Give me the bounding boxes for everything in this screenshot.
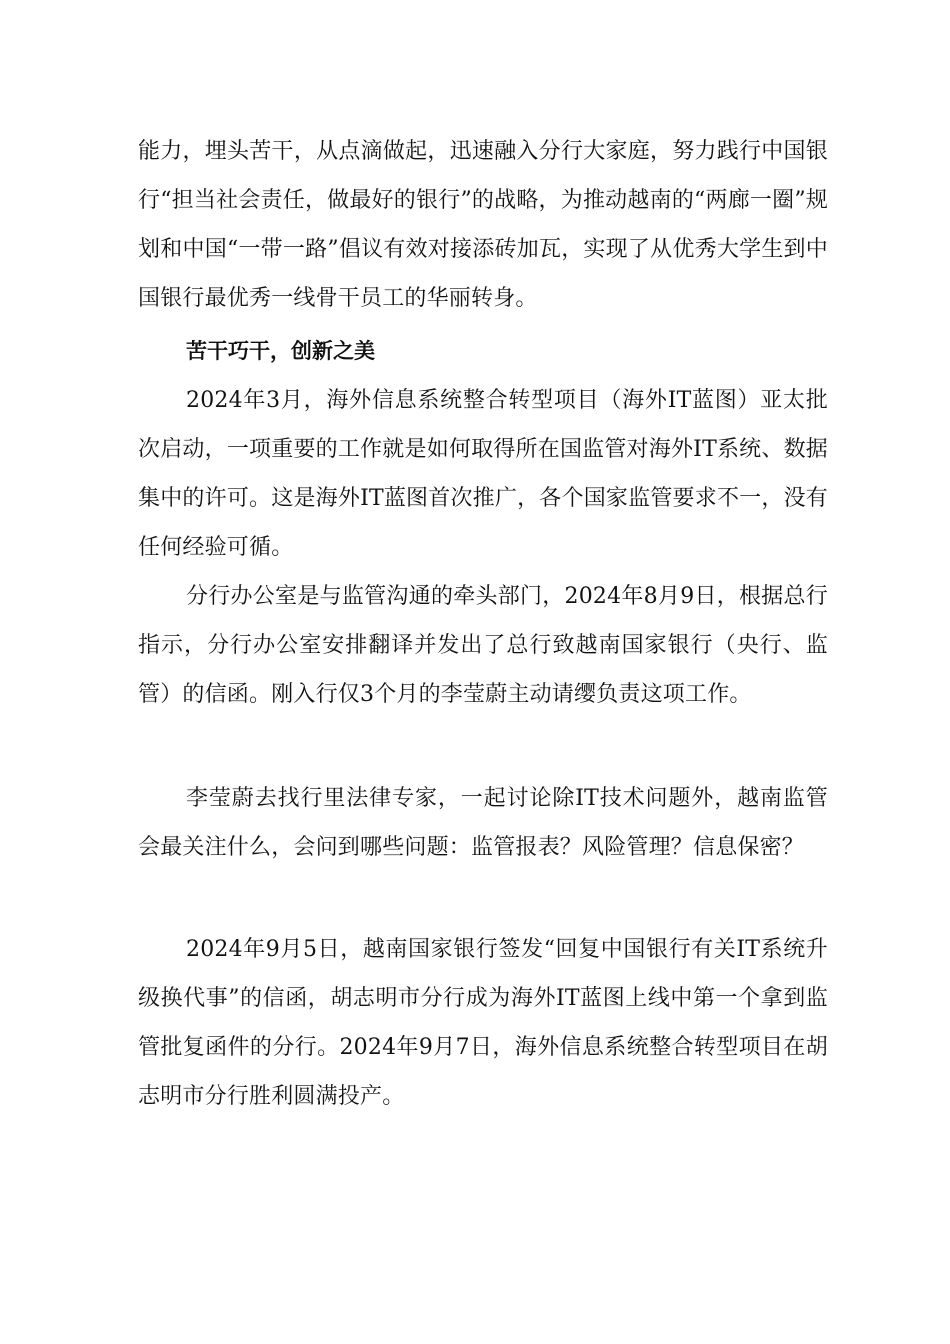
paragraph-legal-discussion: 李莹蔚去找行里法律专家，一起讨论除IT技术问题外，越南监管会最关注什么，会问到哪些问题：监管报表？风险管理？信息保密？	[138, 786, 828, 860]
paragraph-intro: 能力，埋头苦干，从点滴做起，迅速融入分行大家庭，努力践行中国银行“担当社会责任，做最好的银行”的战略，为推动越南的“两廊一圈”规划和中国“一带一路”倡议有效对接添砖加瓦，实现了从优秀大学生到中国银行最优秀一线骨干员工的华丽转身。	[138, 139, 828, 311]
paragraph-approval: 2024年9月5日，越南国家银行签发“回复中国银行有关IT系统升级换代事”的信函，胡志明市分行成为海外IT蓝图上线中第一个拿到监管批复函件的分行。2024年9月7日，海外信息系统整合转型项目在胡志明市分行胜利圆满投产。	[138, 937, 828, 1109]
paragraph-project-launch: 2024年3月，海外信息系统整合转型项目（海外IT蓝图）亚太批次启动，一项重要的工作就是如何取得所在国监管对海外IT系统、数据集中的许可。这是海外IT蓝图首次推广，各个国家监管要求不一，没有任何经验可循。	[138, 388, 828, 560]
paragraph-office-letter: 分行办公室是与监管沟通的牵头部门，2024年8月9日，根据总行指示，分行办公室安排翻译并发出了总行致越南国家银行（央行、监管）的信函。刚入行仅3个月的李莹蔚主动请缨负责这项工作。	[138, 584, 828, 707]
section-heading: 苦干巧干，创新之美	[186, 339, 375, 363]
